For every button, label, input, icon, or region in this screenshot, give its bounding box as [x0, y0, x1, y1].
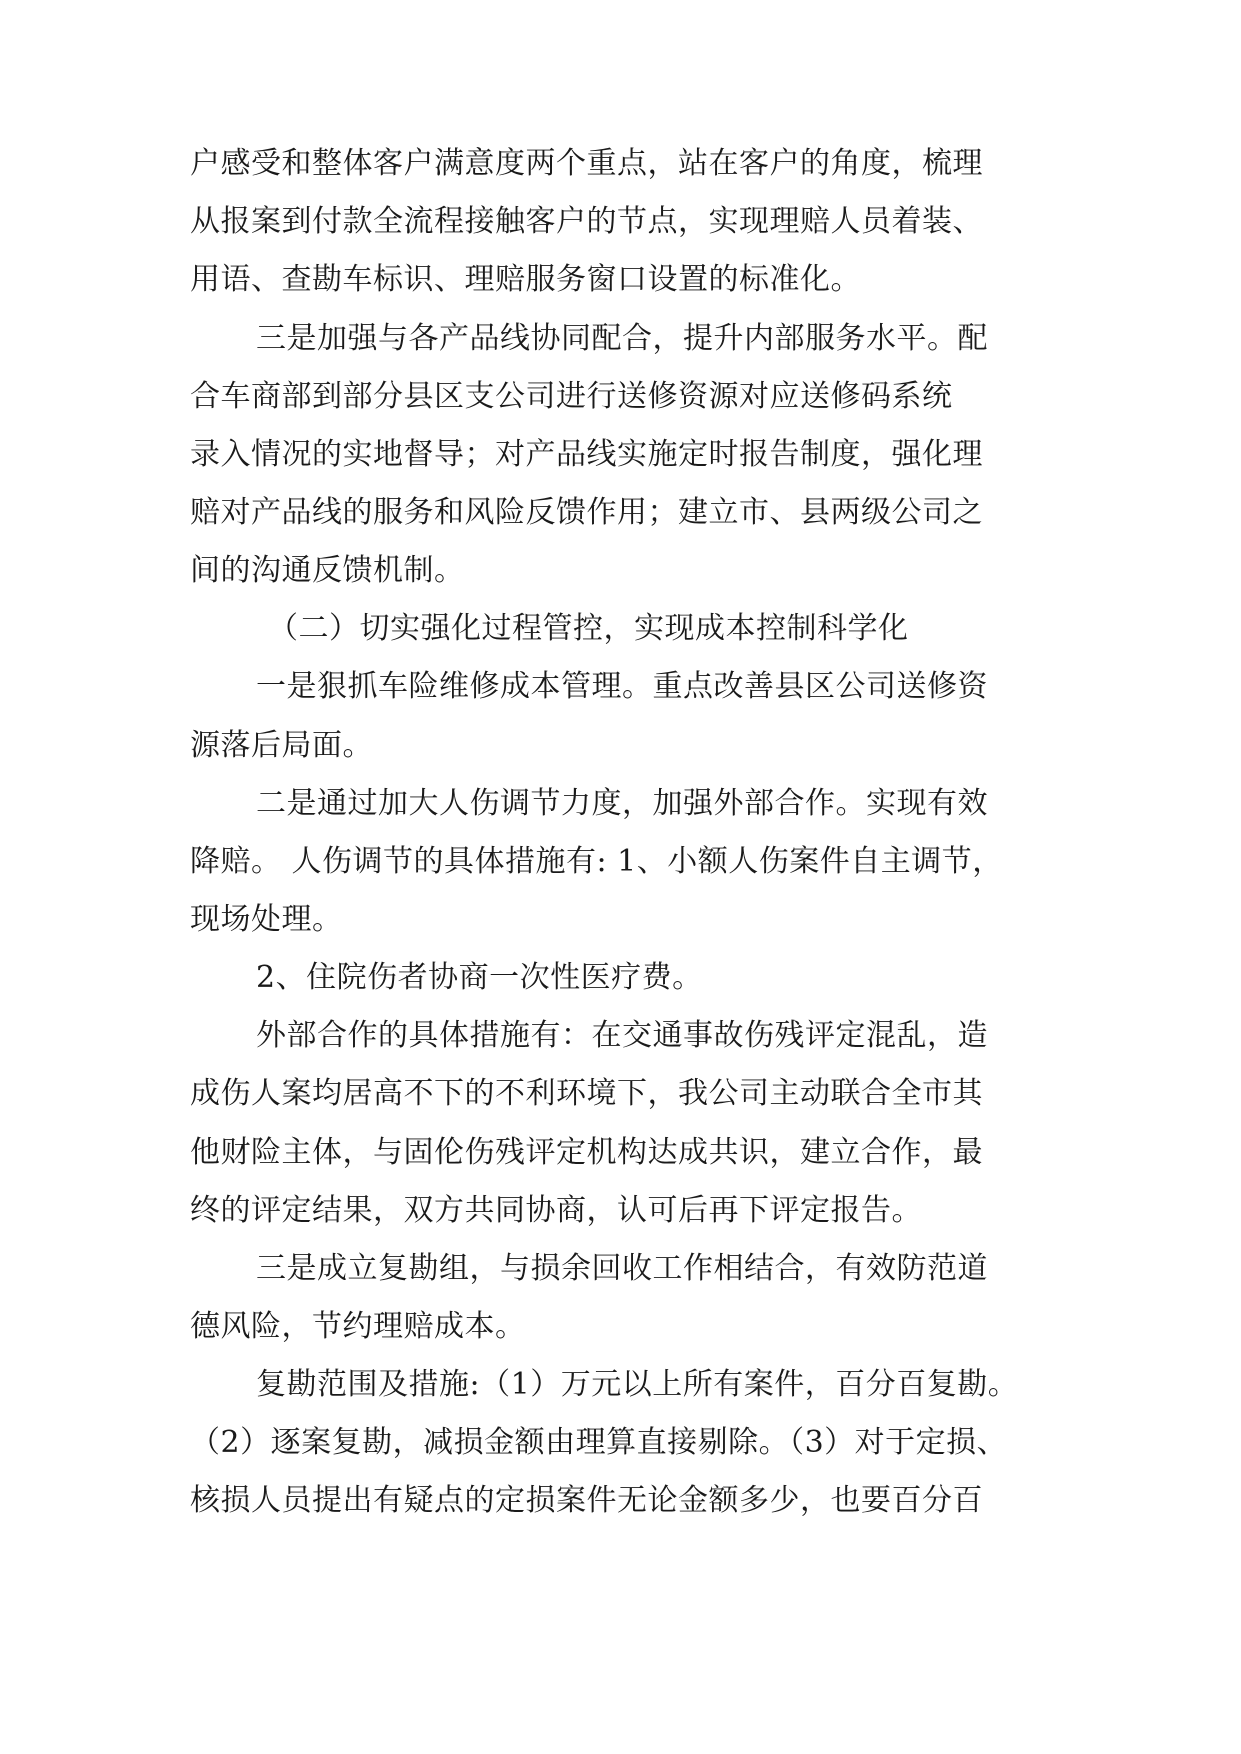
paragraph-line: 三是加强与各产品线协同配合，提升内部服务水平。配: [256, 321, 988, 356]
paragraph-line: 合车商部到部分县区支公司进行送修资源对应送修码系统: [190, 379, 953, 414]
paragraph-line: 源落后局面。: [190, 728, 373, 763]
paragraph-line: 现场处理。: [190, 902, 343, 937]
paragraph-line: 降赔。 人伤调节的具体措施有: 1、小额人伤案件自主调节，: [190, 844, 1003, 879]
paragraph-line: 三是成立复勘组，与损余回收工作相结合，有效防范道: [256, 1251, 988, 1286]
paragraph-line: 终的评定结果，双方共同协商，认可后再下评定报告。: [190, 1193, 922, 1228]
section-heading: （二）切实强化过程管控，实现成本控制科学化: [268, 611, 909, 646]
paragraph-line: 一是狠抓车险维修成本管理。重点改善县区公司送修资: [256, 669, 988, 704]
paragraph-line: 2、住院伤者协商一次性医疗费。: [256, 960, 703, 995]
paragraph-line: 他财险主体，与固伦伤残评定机构达成共识，建立合作，最: [190, 1135, 983, 1170]
paragraph-line: （2）逐案复勘，减损金额由理算直接剔除。（3）对于定损、: [190, 1425, 1008, 1460]
paragraph-line: 成伤人案均居高不下的不利环境下，我公司主动联合全市其: [190, 1076, 983, 1111]
paragraph-line: 户感受和整体客户满意度两个重点，站在客户的角度，梳理: [190, 146, 983, 181]
paragraph-line: 录入情况的实地督导；对产品线实施定时报告制度，强化理: [190, 437, 983, 472]
paragraph-line: 二是通过加大人伤调节力度，加强外部合作。实现有效: [256, 786, 988, 821]
paragraph-line: 用语、查勘车标识、理赔服务窗口设置的标准化。: [190, 262, 861, 297]
paragraph-line: 复勘范围及措施:（1）万元以上所有案件，百分百复勘。: [256, 1367, 1019, 1402]
paragraph-line: 外部合作的具体措施有：在交通事故伤残评定混乱，造: [256, 1018, 988, 1053]
paragraph-line: 从报案到付款全流程接触客户的节点，实现理赔人员着装、: [190, 204, 983, 239]
paragraph-line: 间的沟通反馈机制。: [190, 553, 465, 588]
paragraph-line: 德风险，节约理赔成本。: [190, 1309, 526, 1344]
paragraph-line: 核损人员提出有疑点的定损案件无论金额多少，也要百分百: [190, 1483, 983, 1518]
paragraph-line: 赔对产品线的服务和风险反馈作用；建立市、县两级公司之: [190, 495, 983, 530]
